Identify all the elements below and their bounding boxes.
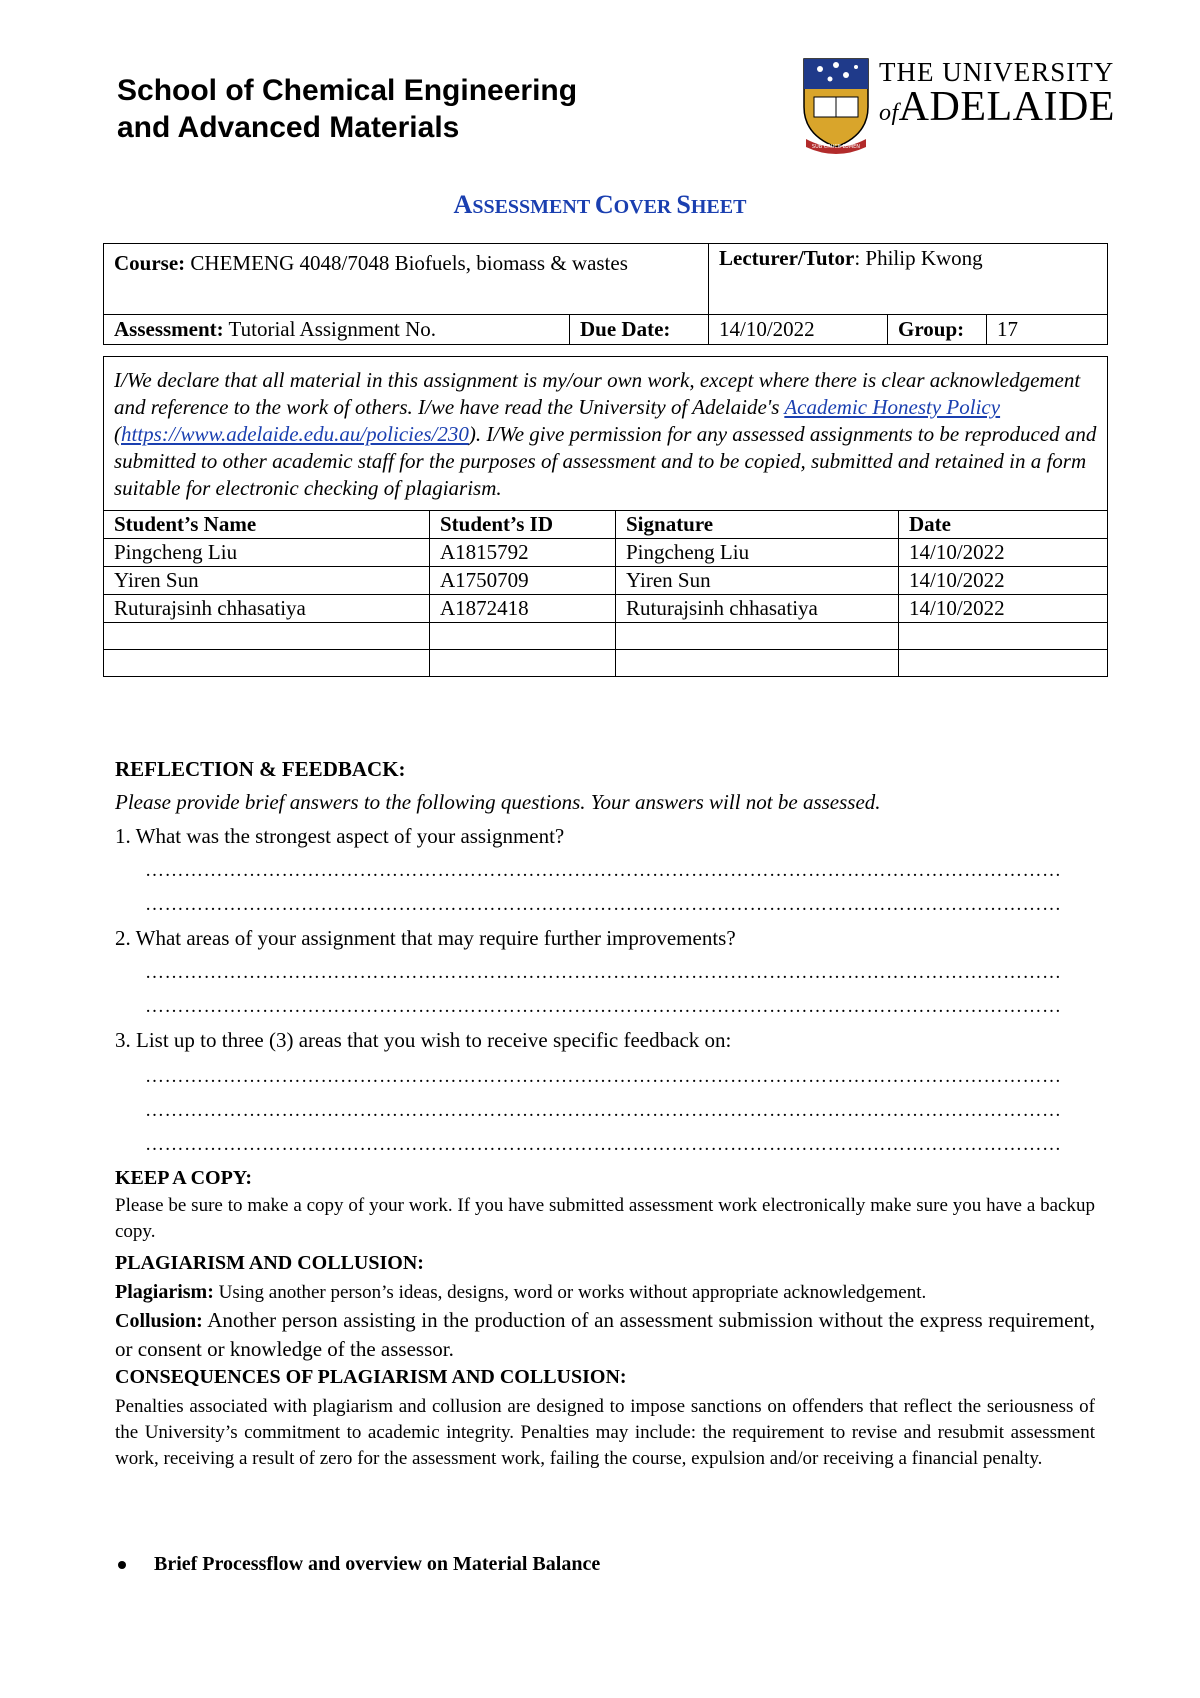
table-row [104, 595, 1108, 623]
due-date-label-cell [570, 315, 709, 345]
student-name [104, 650, 430, 677]
declaration-paren: ( [114, 422, 121, 446]
student-date [899, 623, 1108, 650]
student-signature: Ruturajsinh chhasatiya [616, 595, 899, 623]
due-date-value: 14/10/2022 [709, 315, 888, 345]
university-name [879, 57, 1115, 133]
group-label-cell [888, 315, 987, 345]
keep-copy-text: Please be sure to make a copy of your work. If you have submitted assessment work electronically make sure you have a backup copy. [115, 1195, 1095, 1242]
due-date-label: Due Date: [580, 317, 671, 341]
student-id: A1750709 [430, 567, 616, 595]
header-signature: Signature [616, 511, 899, 539]
student-name: Ruturajsinh chhasatiya [104, 595, 430, 623]
table-row [104, 567, 1108, 595]
lecturer-value: : Philip Kwong [854, 246, 983, 270]
table-row [104, 650, 1108, 677]
consequences-text: Penalties associated with plagiarism and collusion are designed to impose sanctions on offenders that reflect the seriousness of the University’s commitment to academic integrity. Penalties may include: the requirement to revise and resubmit assessment work, receiving a result of zero for the assessment work, failing the course, expulsion and/or receiving a financial penalty. [115, 1396, 1095, 1469]
title-rest-c: OVER [613, 196, 677, 218]
header-student-name: Student’s Name [104, 511, 430, 539]
student-date: 14/10/2022 [899, 539, 1108, 567]
course-info-table [103, 243, 1108, 345]
answer-line: …………………………………………………………………………………………………………………………… [145, 962, 1062, 983]
student-name [104, 623, 430, 650]
policy-url-link[interactable]: https://www.adelaide.edu.au/policies/230 [121, 422, 469, 446]
declaration-text [104, 357, 1108, 511]
plagiarism-label: Plagiarism: [115, 1281, 214, 1303]
answer-line: …………………………………………………………………………………………………………………………… [145, 894, 1062, 915]
group-value: 17 [987, 315, 1108, 345]
answer-line: …………………………………………………………………………………………………………………………… [145, 1134, 1062, 1155]
declaration-table [103, 356, 1108, 677]
university-name-line2 [879, 84, 1115, 133]
reflection-instruction: Please provide brief answers to the following questions. Your answers will not be assessed. [115, 790, 881, 814]
student-name: Pingcheng Liu [104, 539, 430, 567]
answer-line: …………………………………………………………………………………………………………………………… [145, 996, 1062, 1017]
group-label: Group: [898, 317, 965, 341]
table-row [104, 623, 1108, 650]
collusion-definition [115, 1306, 1095, 1363]
student-signature: Pingcheng Liu [616, 539, 899, 567]
university-name-line1: THE UNIVERSITY [879, 57, 1115, 87]
table-row [104, 539, 1108, 567]
question-2: 2. What areas of your assignment that may require further improvements? [115, 926, 736, 950]
course-cell [104, 244, 709, 315]
assessment-label: Assessment: [114, 317, 224, 341]
assessment-value: Tutorial Assignment No. [228, 317, 437, 341]
university-logo [800, 55, 1115, 155]
header-date: Date [899, 511, 1108, 539]
plagiarism-definition [115, 1279, 1095, 1306]
keep-copy-heading: KEEP A COPY: [115, 1167, 253, 1189]
lecturer-cell [709, 244, 1108, 315]
consequences-heading: CONSEQUENCES OF PLAGIARISM AND COLLUSION: [115, 1366, 627, 1388]
collusion-label: Collusion: [115, 1310, 203, 1332]
bullet-text: Brief Processflow and overview on Material Balance [154, 1553, 601, 1575]
declaration-part1: I/We declare that all material in this assignment is my/our own work, except where there is clear acknowledgement and reference to the work of others. I/we have read the University of Adelaide's [114, 368, 1081, 419]
crest-icon [800, 55, 872, 155]
student-signature [616, 650, 899, 677]
title-rest-a: SSESSMENT [472, 196, 595, 218]
course-label: Course: [114, 251, 186, 275]
student-name: Yiren Sun [104, 567, 430, 595]
question-3: 3. List up to three (3) areas that you wish to receive specific feedback on: [115, 1028, 732, 1052]
academic-honesty-policy-link[interactable]: Academic Honesty Policy [784, 395, 1001, 419]
student-id [430, 623, 616, 650]
lecturer-label: Lecturer/Tutor [719, 246, 855, 270]
student-date [899, 650, 1108, 677]
title-cap-a: A [453, 190, 473, 219]
university-of: of [879, 100, 899, 126]
header-student-id: Student’s ID [430, 511, 616, 539]
plagiarism-text: Using another person’s ideas, designs, word or works without appropriate acknowledgement. [213, 1282, 927, 1303]
declaration-part2: ). I/We give permission for any assessed assignments to be reproduced and submitted to other academic staff for the purposes of assessment and to be copied, submitted and retained in a form suitable for electronic checking of plagiarism. [114, 422, 1097, 500]
title-cap-s: S [676, 190, 691, 219]
school-name-line1: School of Chemical Engineering [117, 74, 578, 107]
answer-line: …………………………………………………………………………………………………………………………… [145, 1100, 1062, 1121]
school-name-line2: and Advanced Materials [117, 111, 460, 144]
student-signature [616, 623, 899, 650]
title-cap-c: C [594, 190, 614, 219]
student-id [430, 650, 616, 677]
student-id: A1872418 [430, 595, 616, 623]
title-rest-s: HEET [690, 196, 747, 218]
student-id: A1815792 [430, 539, 616, 567]
plagiarism-heading: PLAGIARISM AND COLLUSION: [115, 1252, 424, 1274]
school-name [117, 72, 577, 146]
page-title [0, 190, 1200, 220]
assessment-cell [104, 315, 570, 345]
question-1: 1. What was the strongest aspect of your assignment? [115, 824, 565, 848]
reflection-heading: REFLECTION & FEEDBACK: [115, 757, 406, 781]
bullet-icon [118, 1561, 126, 1569]
collusion-text: Another person assisting in the production of an assessment submission without the express requirement, or consent or knowledge of the assessor. [115, 1308, 1095, 1361]
bullet-item [118, 1553, 600, 1576]
student-signature: Yiren Sun [616, 567, 899, 595]
answer-line: …………………………………………………………………………………………………………………………… [145, 1066, 1062, 1087]
university-adelaide: ADELAIDE [898, 84, 1115, 130]
answer-line: …………………………………………………………………………………………………………………………… [145, 860, 1062, 881]
student-date: 14/10/2022 [899, 567, 1108, 595]
student-date: 14/10/2022 [899, 595, 1108, 623]
course-value: CHEMENG 4048/7048 Biofuels, biomass & wastes [190, 251, 628, 275]
crest-motto: SUB CRUCE LUMEN [811, 144, 861, 150]
